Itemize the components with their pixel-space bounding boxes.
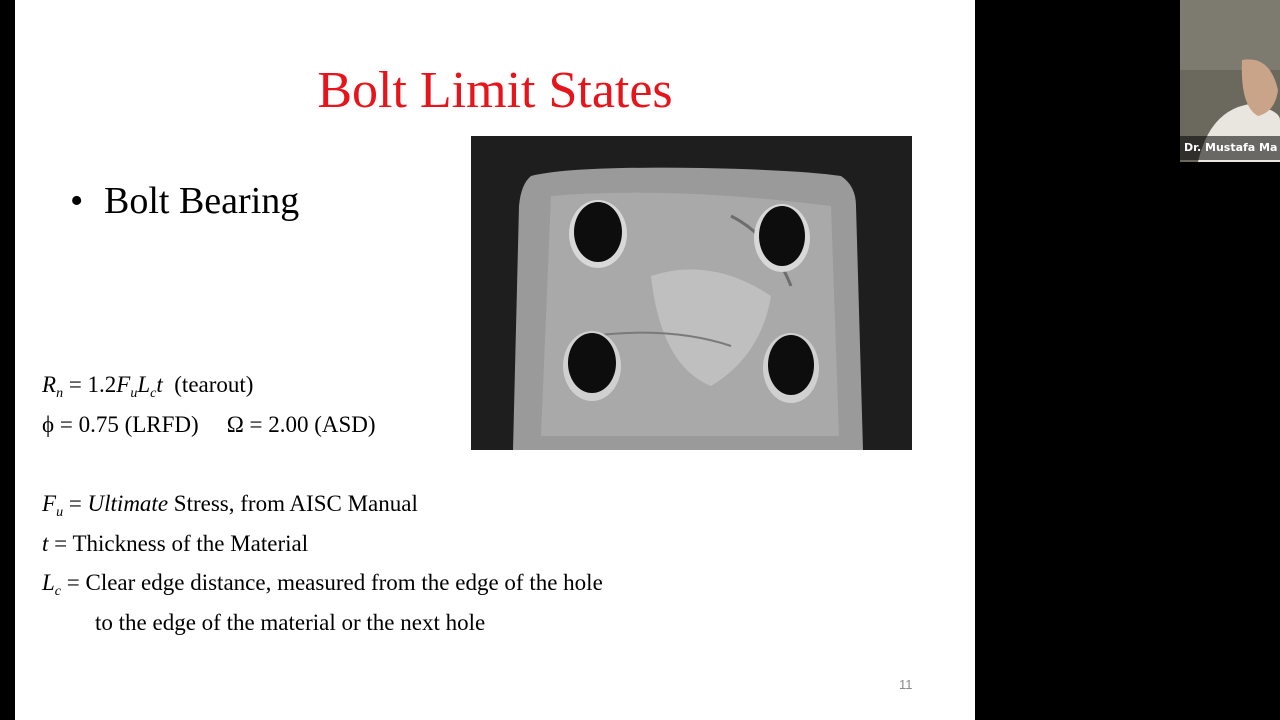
fu-symbol: F: [116, 372, 131, 397]
def-lc-text: = Clear edge distance, measured from the edge of the hole: [66, 570, 603, 595]
def-lc-cont-text: to the edge of the material or the next hole: [95, 610, 486, 635]
def-fu-subscript: u: [56, 505, 64, 520]
definition-lc-continued: [95, 608, 485, 638]
bullet-marker: •: [70, 180, 84, 222]
definition-lc: [42, 568, 603, 607]
presentation-slide: [15, 0, 975, 720]
rn-subscript: n: [56, 386, 64, 401]
tearout-note: (tearout): [174, 372, 254, 397]
resistance-factors: [42, 410, 376, 440]
participant-name-label: Dr. Mustafa Ma: [1180, 136, 1280, 160]
definition-fu: [42, 489, 418, 528]
slide-page-number: 11: [899, 677, 913, 692]
bolt-bearing-photo: [471, 136, 912, 450]
def-fu-symbol: F: [42, 491, 57, 516]
fu-subscript: u: [130, 386, 138, 401]
definition-t: [42, 529, 308, 559]
rn-symbol: R: [42, 372, 57, 397]
lc-symbol: L: [137, 372, 151, 397]
bullet-item: [70, 178, 299, 224]
def-t-text: = Thickness of the Material: [54, 531, 309, 556]
def-lc-symbol: L: [42, 570, 55, 595]
def-fu-equals: =: [68, 491, 82, 516]
slide-title: Bolt Limit States: [317, 62, 673, 119]
lc-subscript: c: [150, 386, 157, 401]
def-t-symbol: t: [42, 531, 49, 556]
steel-plate-image: [471, 136, 912, 450]
rn-equals: = 1.2: [68, 372, 117, 397]
def-fu-italic: Ultimate: [87, 491, 169, 516]
tearout-equation: [42, 370, 253, 409]
phi-factor: ϕ = 0.75 (LRFD): [42, 412, 199, 437]
bullet-text: Bolt Bearing: [104, 180, 300, 222]
def-fu-text: Stress, from AISC Manual: [173, 491, 418, 516]
def-lc-subscript: c: [54, 584, 62, 599]
omega-factor: Ω = 2.00 (ASD): [226, 412, 376, 437]
t-symbol: t: [156, 372, 163, 397]
